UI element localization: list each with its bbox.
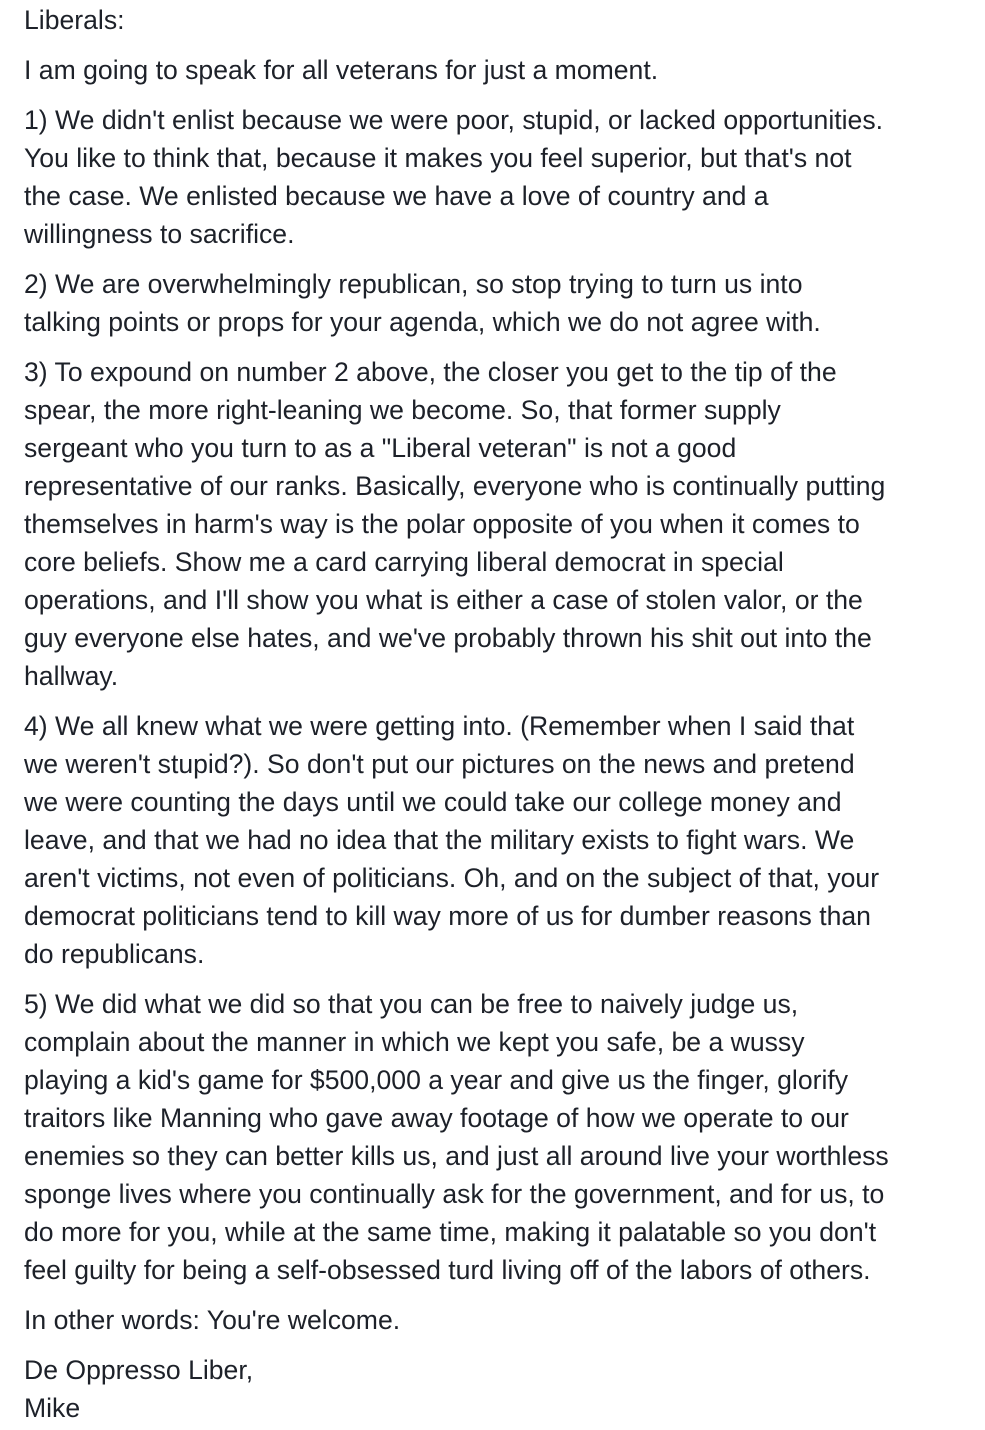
point-paragraph-4: 4) We all knew what we were getting into. (Remember when I said that we weren't stupid?). So don't put our pictures on the news and pretend we were counting the days until we could take our college money and leave, and that we had no idea that the military exists to fight wars. We aren't victims, not even of politicians. Oh, and on the subject of that, your democrat politicians tend to kill way more of us for dumber reasons than do republicans.	[24, 711, 880, 969]
signoff-paragraph: De Oppresso Liber, Mike	[24, 1355, 254, 1423]
point-paragraph-5: 5) We did what we did so that you can be free to naively judge us, complain about the manner in which we kept you safe, be a wussy playing a kid's game for $500,000 a year and give us the finger, glorify traitors like Manning who gave away footage of how we operate to our enemies so they can better kills us, and just all around live your worthless sponge lives where you continually ask for the government, and for us, to do more for you, while at the same time, making it palatable so you don't feel guilty for being a self-obsessed turd living off of the labors of others.	[24, 989, 889, 1285]
intro-paragraph: I am going to speak for all veterans for just a moment.	[24, 55, 659, 85]
point-paragraph-1: 1) We didn't enlist because we were poor, stupid, or lacked opportunities. You like to think that, because it makes you feel superior, but that's not the case. We enlisted because we have a love of country and a willingness to sacrifice.	[24, 105, 884, 249]
point-paragraph-3: 3) To expound on number 2 above, the closer you get to the tip of the spear, the more right-leaning we become. So, that former supply sergeant who you turn to as a "Liberal veteran" is not a good representative of our ranks. Basically, everyone who is continually putting themselves in harm's way is the polar opposite of you when it comes to core beliefs. Show me a card carrying liberal democrat in special operations, and I'll show you what is either a case of stolen valor, or the guy everyone else hates, and we've probably thrown his shit out into the hallway.	[24, 357, 886, 691]
post-body	[0, 1, 985, 1427]
point-paragraph-2: 2) We are overwhelmingly republican, so stop trying to turn us into talking points or props for your agenda, which we do not agree with.	[24, 269, 821, 337]
greeting-paragraph: Liberals:	[24, 5, 125, 35]
closing-paragraph: In other words: You're welcome.	[24, 1305, 401, 1335]
